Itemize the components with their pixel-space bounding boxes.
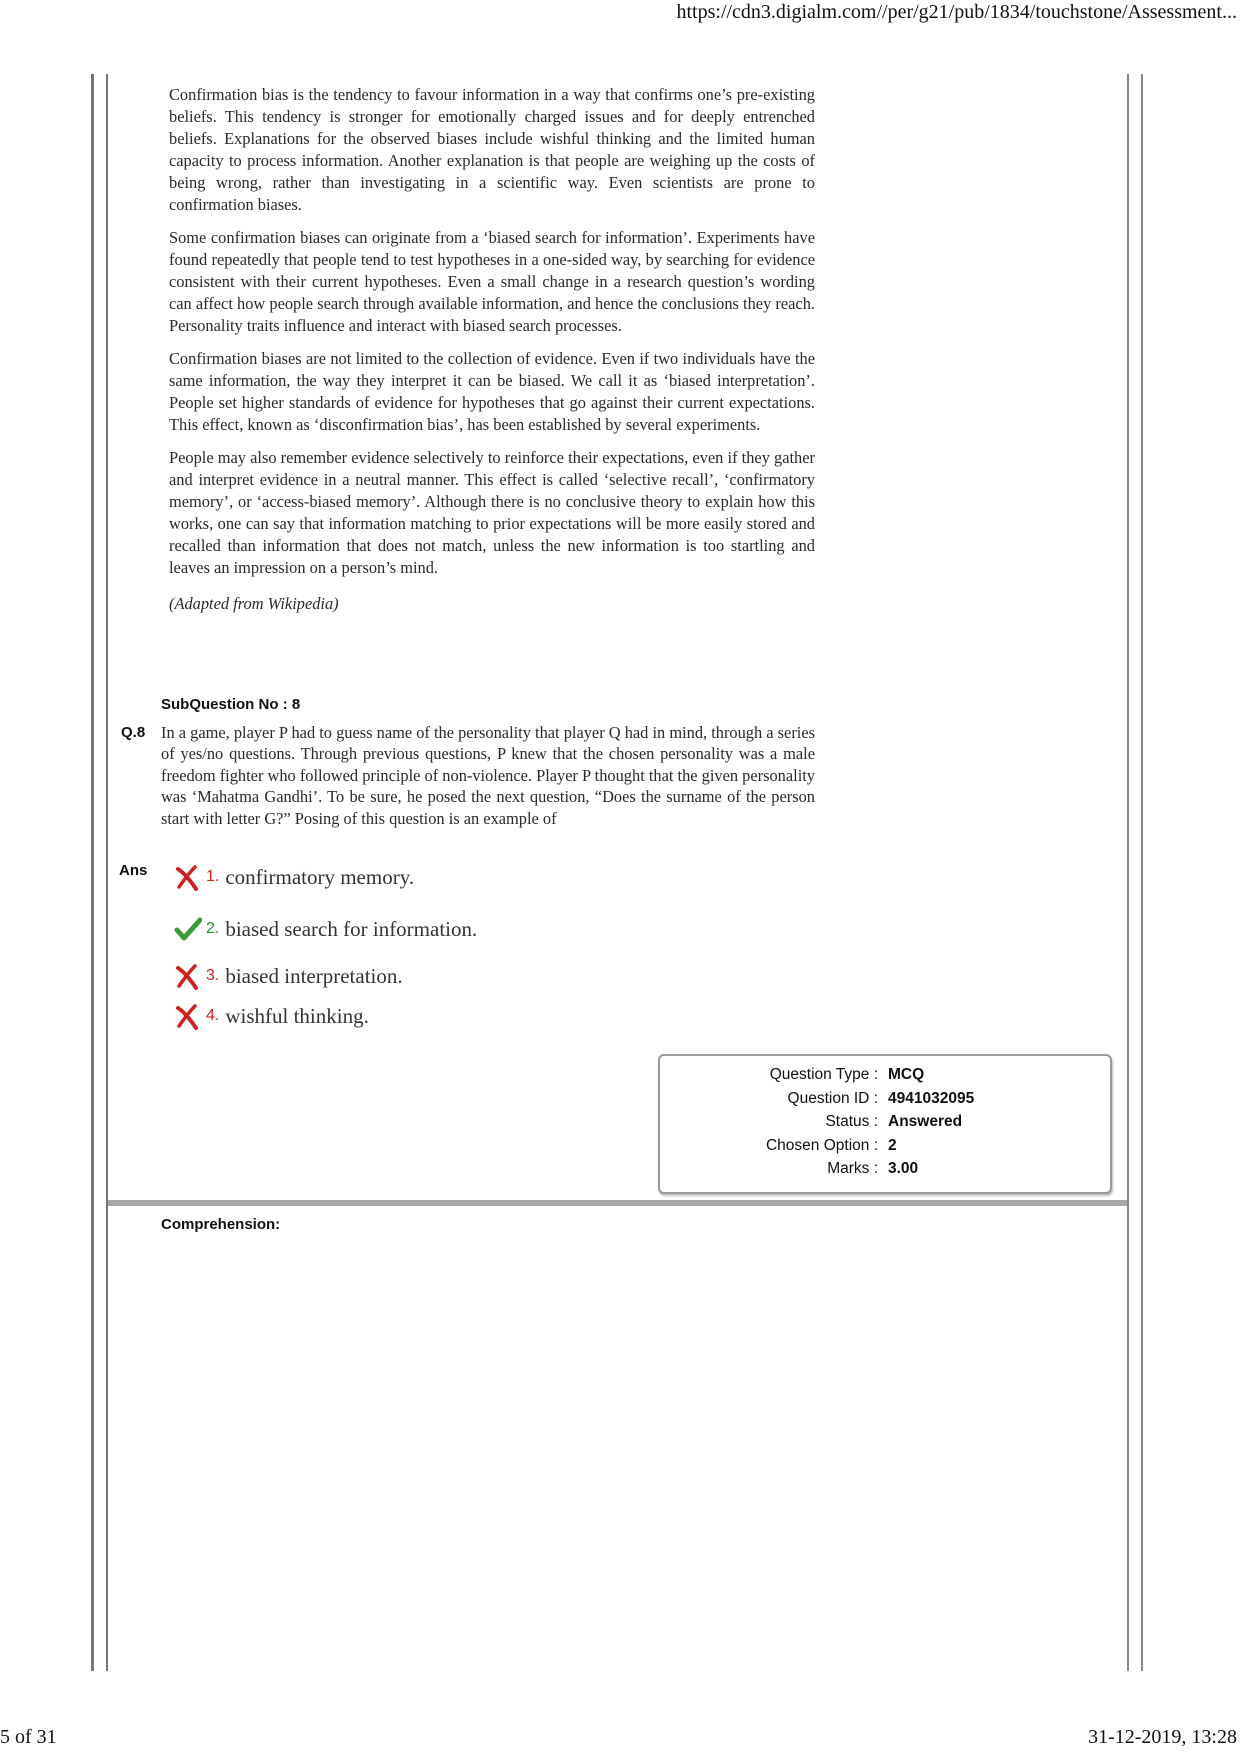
option-number: 3. <box>206 967 220 984</box>
question-type-value: MCQ <box>888 1066 925 1083</box>
check-icon <box>174 915 202 943</box>
question-id-row <box>660 1090 1110 1112</box>
cross-icon <box>174 962 202 990</box>
option-text: biased interpretation. <box>225 963 403 988</box>
answer-label: Ans <box>119 862 148 879</box>
option-text: confirmatory memory. <box>225 864 415 889</box>
cross-icon <box>174 863 202 891</box>
option-1 <box>174 862 414 892</box>
passage-paragraph: People may also remember evidence selectively to reinforce their expectations, even if they gather and interpret evidence in a neutral manner. This effect is called ‘selective recall’, ‘confirmatory memory’, or ‘access-biased memory’. Although there is no conclusive theory to explain how this works, one can say that information matching to prior expectations will be more easily stored and recalled than information that does not match, unless the new information is too startling and leaves an impression on a person’s mind. <box>169 448 815 577</box>
passage-paragraph: Confirmation biases are not limited to the collection of evidence. Even if two individuals have the same information, the way they interpret it can be biased. We call it as ‘biased interpretation’. People set higher standards of evidence for hypotheses that go against their current expectations. This effect, known as ‘disconfirmation bias’, has been established by several experiments. <box>169 349 815 434</box>
frame-border-left <box>91 74 94 1671</box>
comprehension-label: Comprehension: <box>161 1216 281 1233</box>
question-text: In a game, player P had to guess name of the personality that player Q had in mind, through a series of yes/no questions. Through previous questions, P knew that the chosen personality was a male freedom fighter who followed principle of non-violence. Player P thought that the given personality was ‘Mahatma Gandhi’. To be sure, he posed the next question, “Does the surname of the person start with letter G?” Posing of this question is an example of <box>161 723 815 828</box>
subquestion-label: SubQuestion No : 8 <box>161 696 301 713</box>
marks-row <box>660 1160 1110 1182</box>
status-value: Answered <box>888 1113 963 1130</box>
comprehension-passage <box>169 84 815 626</box>
option-2 <box>174 914 477 944</box>
option-number: 1. <box>206 868 220 885</box>
status-row <box>660 1113 1110 1135</box>
option-text: biased search for information. <box>225 916 478 941</box>
frame-border-left-inner <box>106 74 108 1671</box>
status-label: Status : <box>825 1113 878 1130</box>
question-id-value: 4941032095 <box>888 1090 975 1107</box>
passage-paragraph: Confirmation bias is the tendency to favour information in a way that confirms one’s pre-existing beliefs. This tendency is stronger for emotionally charged issues and for deeply entrenched beliefs. Explanations for the observed biases include wishful thinking and the limited human capacity to process information. Another explanation is that people are weighing up the costs of being wrong, rather than investigating in a scientific way. Even scientists are prone to confirmation biases. <box>169 85 815 214</box>
marks-label: Marks : <box>827 1160 878 1177</box>
option-number: 2. <box>206 920 220 937</box>
frame-border-right-inner <box>1127 74 1129 1671</box>
passage-source: (Adapted from Wikipedia) <box>169 594 339 613</box>
marks-value: 3.00 <box>888 1160 919 1177</box>
option-number: 4. <box>206 1007 220 1024</box>
page-counter: 5 of 31 <box>0 1726 57 1748</box>
chosen-option-row <box>660 1137 1110 1159</box>
option-3 <box>174 961 403 991</box>
chosen-option-label: Chosen Option : <box>765 1137 878 1154</box>
question-type-row <box>660 1066 1110 1088</box>
chosen-option-value: 2 <box>888 1137 897 1154</box>
section-divider <box>108 1200 1127 1206</box>
print-timestamp: 31-12-2019, 13:28 <box>1088 1726 1237 1748</box>
option-text: wishful thinking. <box>225 1003 369 1028</box>
passage-paragraph: Some confirmation biases can originate from a ‘biased search for information’. Experiments have found repeatedly that people tend to test hypotheses in a one-sided way, by searching for evidence consistent with their current hypotheses. Even a small change in a research question’s wording can affect how people search through available information, and hence the conclusions they reach. Personality traits influence and interact with biased search processes. <box>169 228 815 335</box>
cross-icon <box>174 1002 202 1030</box>
question-id-label: Question ID : <box>787 1090 878 1107</box>
question-details-box <box>658 1054 1112 1194</box>
question-type-label: Question Type : <box>769 1066 878 1083</box>
page-url: https://cdn3.digialm.com//per/g21/pub/1834/touchstone/Assessment... <box>676 1 1237 23</box>
question-number: Q.8 <box>121 724 146 741</box>
frame-border-right <box>1141 74 1143 1671</box>
option-4 <box>174 1001 369 1031</box>
